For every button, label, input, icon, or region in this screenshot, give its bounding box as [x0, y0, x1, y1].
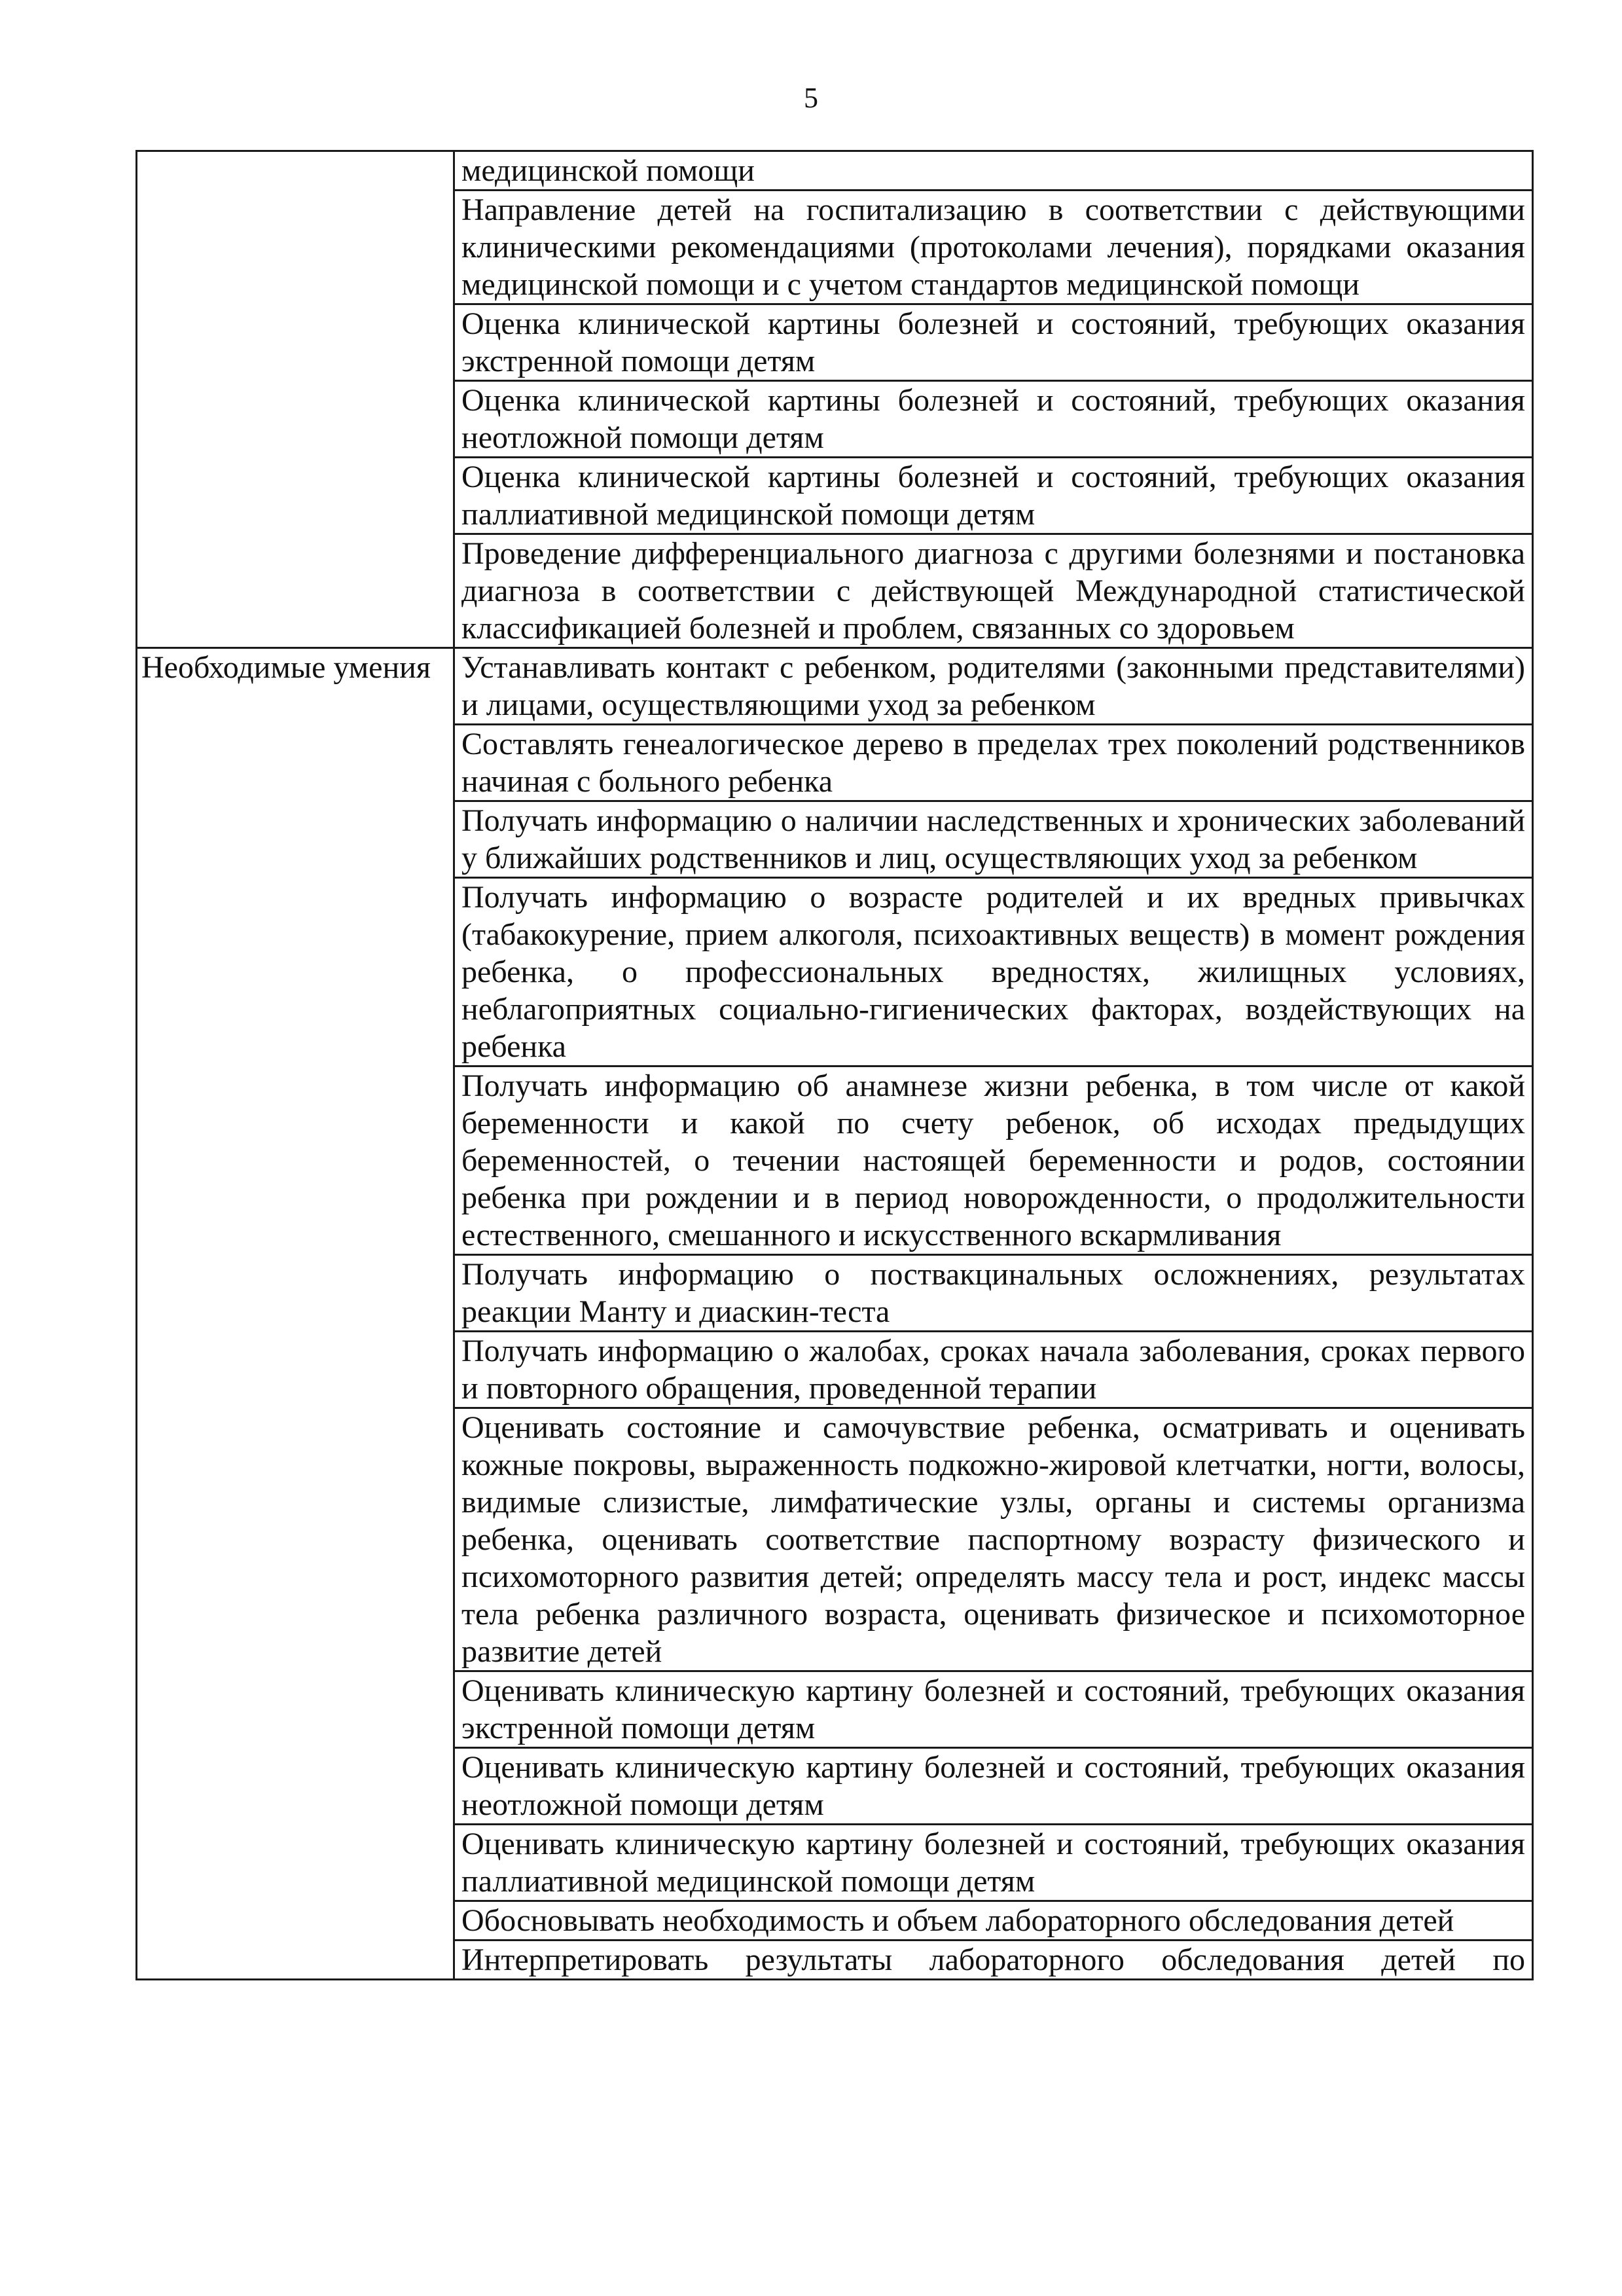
skill-item: Оценивать клиническую картину болезней и состояний, требующих оказания экстренной помощи детям [454, 1671, 1533, 1748]
skill-item: Получать информацию о поствакцинальных осложнениях, результатах реакции Манту и диаскин-теста [454, 1255, 1533, 1332]
skill-item: Оценивать клиническую картину болезней и состояний, требующих оказания неотложной помощи детям [454, 1748, 1533, 1825]
skill-item: Составлять генеалогическое дерево в пределах трех поколений родственников начиная с больного ребенка [454, 725, 1533, 801]
skill-item: Оценивать клиническую картину болезней и состояний, требующих оказания паллиативной медицинской помощи детям [454, 1825, 1533, 1901]
knowledge-item: Направление детей на госпитализацию в соответствии с действующими клиническими рекомендациями (протоколами лечения), порядками оказания медицинской помощи и с учетом стандартов медицинской помощи [454, 191, 1533, 304]
skill-item: Обосновывать необходимость и объем лабораторного обследования детей [454, 1901, 1533, 1941]
knowledge-item: Оценка клинической картины болезней и состояний, требующих оказания экстренной помощи детям [454, 304, 1533, 381]
skill-item: Интерпретировать результаты лабораторного обследования детей по [454, 1941, 1533, 1980]
skill-item: Получать информацию о наличии наследственных и хронических заболеваний у ближайших родственников и лиц, осуществляющих уход за ребенком [454, 801, 1533, 878]
table-row [137, 648, 1533, 725]
skill-item: Устанавливать контакт с ребенком, родителями (законными представителями) и лицами, осуществляющими уход за ребенком [454, 648, 1533, 725]
knowledge-item: Оценка клинической картины болезней и состояний, требующих оказания неотложной помощи детям [454, 381, 1533, 458]
knowledge-item: Оценка клинической картины болезней и состояний, требующих оказания паллиативной медицинской помощи детям [454, 458, 1533, 534]
skill-item: Получать информацию об анамнезе жизни ребенка, в том числе от какой беременности и какой по счету ребенок, об исходах предыдущих беременностей, о течении настоящей беременности и родов, состоянии ребенка при рождении и в период новорожденности, о продолжительности естественного, смешанного и искусственного вскармливания [454, 1066, 1533, 1255]
knowledge-item: Проведение дифференциального диагноза с другими болезнями и постановка диагноза в соответствии с действующей Международной статистической классификацией болезней и проблем, связанных со здоровьем [454, 534, 1533, 648]
label-cell-continued [137, 151, 454, 648]
skills-label: Необходимые умения [137, 648, 454, 1980]
page-number: 5 [804, 82, 818, 114]
skill-item: Оценивать состояние и самочувствие ребенка, осматривать и оценивать кожные покровы, выраженность подкожно-жировой клетчатки, ногти, волосы, видимые слизистые, лимфатические узлы, органы и системы организма ребенка, оценивать соответствие паспортному возрасту физического и психомоторного развития детей; определять массу тела и рост, индекс массы тела ребенка различного возраста, оценивать физическое и психомоторное развитие детей [454, 1408, 1533, 1671]
skill-item: Получать информацию о жалобах, сроках начала заболевания, сроках первого и повторного обращения, проведенной терапии [454, 1332, 1533, 1408]
knowledge-item: медицинской помощи [454, 151, 1533, 191]
competency-table [135, 150, 1534, 1980]
skill-item: Получать информацию о возрасте родителей и их вредных привычках (табакокурение, прием алкоголя, психоактивных веществ) в момент рождения ребенка, о профессиональных вредностях, жилищных условиях, неблагоприятных социально-гигиенических факторах, воздействующих на ребенка [454, 878, 1533, 1066]
table-row [137, 151, 1533, 191]
